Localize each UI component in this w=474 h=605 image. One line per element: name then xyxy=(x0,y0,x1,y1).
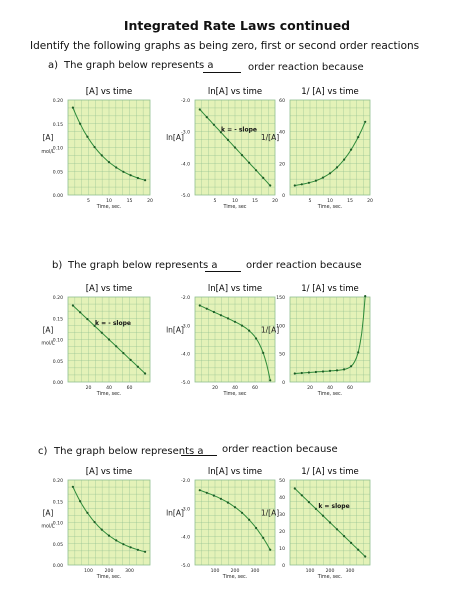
section-a-text: The graph below represents a xyxy=(64,60,214,71)
section-c-text: The graph below represents a xyxy=(54,446,204,457)
sec0-plot1-annotation: k = - slope xyxy=(221,126,257,134)
sec2-plot1-ytick: -2.0 xyxy=(181,479,190,484)
sec1-plot2-point xyxy=(294,372,296,374)
sec2-plot0-point xyxy=(130,546,132,548)
sec0-plot0-ytick: 0.15 xyxy=(52,122,63,128)
sec1-plot0-point xyxy=(130,359,132,361)
sec1-plot0-yunit: mol/L xyxy=(41,341,55,347)
sec0-plot1-xtick: 10 xyxy=(232,199,238,204)
sec1-plot0-point xyxy=(101,332,103,334)
sec1-plot2-point xyxy=(336,369,338,371)
sec0-plot2-xtick: 10 xyxy=(327,199,333,204)
sec1-plot2-ytick: 50 xyxy=(279,352,285,358)
sec2-plot0-ytick: 0.00 xyxy=(52,564,63,569)
sec2-plot0-ytick: 0.15 xyxy=(52,500,63,506)
sec0-plot1-point xyxy=(262,177,264,179)
sec0-plot1-point xyxy=(241,154,243,156)
sec1-plot2-point xyxy=(322,370,324,372)
sec2-plot2-ytick: 10 xyxy=(279,547,285,552)
sec0-plot0-point xyxy=(72,107,74,109)
sec1-plot1-point xyxy=(234,321,236,323)
sec2-plot1-point xyxy=(199,489,201,491)
sec1-plot0-ytick: 0.15 xyxy=(52,317,63,323)
sec0-plot1-ytick: -5.0 xyxy=(181,194,190,199)
section-c-suffix: order reaction because xyxy=(222,444,338,455)
sec1-plot2-point xyxy=(357,351,359,353)
sec0-plot0-ytick: 0.20 xyxy=(52,99,63,104)
sec0-plot2-xlabel: Time, sec. xyxy=(317,205,343,210)
sec0-plot2-point xyxy=(301,183,303,185)
sec2-plot0-xtick: 300 xyxy=(125,569,134,574)
sec0-plot2-point xyxy=(315,180,317,182)
sec2-plot1-ytick: -4.0 xyxy=(181,535,190,541)
sec0-plot0-yunit: mol/L xyxy=(41,150,55,156)
sec2-plot1-xlabel: Time, sec. xyxy=(222,575,248,580)
sec2-plot1-point xyxy=(206,492,208,494)
sec1-plot2-title: 1/ [A] vs time xyxy=(301,284,359,294)
sec1-plot2-point xyxy=(364,295,366,297)
sec1-plot1-point xyxy=(262,352,264,354)
sec1-plot1-point xyxy=(199,304,201,306)
sec2-plot0-point xyxy=(94,521,96,523)
sec0-plot2-title: 1/ [A] vs time xyxy=(301,87,359,97)
section-a-suffix: order reaction because xyxy=(248,62,364,73)
sec0-plot0-ytick: 0.00 xyxy=(52,194,63,199)
sec1-plot2-point xyxy=(308,371,310,373)
section-b-suffix: order reaction because xyxy=(246,260,362,271)
sec2-plot1-point xyxy=(262,537,264,539)
sec1-plot0-xtick: 60 xyxy=(126,386,133,391)
section-a-prefix: a) xyxy=(48,60,59,71)
sec1-plot1-point xyxy=(255,337,257,339)
sec1-plot2-point xyxy=(301,372,303,374)
sec1-plot2-xtick: 40 xyxy=(327,386,333,391)
sec1-plot1-xlabel: Time, sec xyxy=(223,392,247,397)
sec2-plot2-xlabel: Time, sec. xyxy=(317,575,343,580)
sec0-plot2-point xyxy=(350,149,352,151)
sec0-plot1-point xyxy=(227,139,229,141)
sec0-plot0-title: [A] vs time xyxy=(85,87,133,97)
sec2-plot1-title: ln[A] vs time xyxy=(207,467,263,477)
sec1-plot1-point xyxy=(213,311,215,313)
sec2-plot1-point xyxy=(227,502,229,504)
sec0-plot2-ytick: 0 xyxy=(282,194,285,199)
sec2-plot2-xtick: 200 xyxy=(325,569,335,574)
sec0-plot0-point xyxy=(122,171,124,173)
sec0-plot2-point xyxy=(357,136,359,138)
sec0-plot2-ytick: 20 xyxy=(279,162,285,168)
sec1-plot0-xlabel: Time, sec. xyxy=(96,392,122,397)
section-b-text: The graph below represents a xyxy=(68,260,218,271)
sec2-plot2-point xyxy=(350,542,352,544)
sec1-plot1-ytick: -5.0 xyxy=(181,381,190,386)
sec1-plot2-point xyxy=(329,370,331,372)
sec0-plot1-point xyxy=(213,124,215,126)
sec2-plot0-ytick: 0.20 xyxy=(52,479,63,484)
sec1-plot0-point xyxy=(122,352,124,354)
sec0-plot0-ytick: 0.05 xyxy=(52,170,63,176)
sec0-plot1-point xyxy=(199,108,201,110)
sec2-plot0-point xyxy=(108,535,110,537)
sec0-plot2-ylabel: 1/[A] xyxy=(260,132,280,142)
sec2-plot1-point xyxy=(248,519,250,521)
sec1-plot2-ytick: 100 xyxy=(276,324,285,330)
sec2-plot2-point xyxy=(322,515,324,517)
sec1-plot0-title: [A] vs time xyxy=(85,284,133,294)
sec0-plot2-point xyxy=(322,177,324,179)
sec1-plot1-point xyxy=(227,317,229,319)
sec0-plot0-xtick: 15 xyxy=(126,199,133,204)
sec2-plot2-ytick: 40 xyxy=(279,496,285,501)
sec1-plot0-ytick: 0.00 xyxy=(52,381,63,386)
sec2-plot0-xtick: 100 xyxy=(84,569,93,574)
sec2-plot2-ytick: 0 xyxy=(282,564,285,569)
sec1-plot1-ytick: -4.0 xyxy=(181,352,190,358)
sec2-plot2-xtick: 300 xyxy=(345,569,355,574)
sec0-plot0-point xyxy=(144,179,146,181)
sec1-plot0-point xyxy=(115,345,117,347)
sec2-plot2-point xyxy=(315,508,317,510)
sec2-plot2-annotation: k = slope xyxy=(318,503,350,511)
sec1-plot1-ylabel: ln[A] xyxy=(166,325,184,335)
sec0-plot0-xtick: 20 xyxy=(147,199,153,204)
sec1-plot0-point xyxy=(137,366,139,368)
sec0-plot0-xtick: 10 xyxy=(106,199,112,204)
sec1-plot2-xtick: 20 xyxy=(307,386,313,391)
sec1-plot1-title: ln[A] vs time xyxy=(207,284,263,294)
sec0-plot1-xtick: 15 xyxy=(252,199,258,204)
sec1-plot1-point xyxy=(220,314,222,316)
sec0-plot2-point xyxy=(294,184,296,186)
section-b-prefix: b) xyxy=(52,260,63,271)
sec1-plot0-point xyxy=(86,318,88,320)
sec1-plot0-point xyxy=(144,372,146,374)
sec0-plot0-point xyxy=(137,177,139,179)
sec0-plot1-point xyxy=(248,162,250,164)
sec0-plot2-ytick: 60 xyxy=(279,99,285,104)
sec0-plot0-point xyxy=(115,166,117,168)
sec2-plot1-point xyxy=(269,549,271,551)
sec0-plot1-xtick: 20 xyxy=(272,199,278,204)
sec2-plot2-point xyxy=(329,521,331,523)
sec0-plot0-point xyxy=(94,146,96,148)
sec2-plot0-point xyxy=(101,529,103,531)
sec2-plot1-point xyxy=(213,495,215,497)
sec0-plot2-xtick: 5 xyxy=(308,199,312,204)
sec0-plot1-ytick: -3.0 xyxy=(181,130,190,136)
sec1-plot2-point xyxy=(343,368,345,370)
sec2-plot1-ytick: -5.0 xyxy=(181,564,190,569)
sec0-plot0-point xyxy=(79,123,81,125)
sec2-plot2-ytick: 30 xyxy=(279,513,285,518)
sec2-plot0-point xyxy=(137,549,139,551)
sec0-plot1-title: ln[A] vs time xyxy=(207,87,263,97)
sec0-plot0-xlabel: Time, sec. xyxy=(96,205,122,210)
sec1-plot1-ytick: -3.0 xyxy=(181,324,190,330)
sec1-plot2-xlabel: Time, sec. xyxy=(317,392,343,397)
sec0-plot2-point xyxy=(364,121,366,123)
sec0-plot1-xlabel: Time, sec xyxy=(223,205,247,210)
sec1-plot1-ytick: -2.0 xyxy=(181,296,190,301)
sec2-plot0-point xyxy=(79,500,81,502)
sec1-plot0-ylabel: [A] xyxy=(42,325,54,335)
sec2-plot0-xtick: 200 xyxy=(104,569,114,574)
sec2-plot0-ytick: 0.05 xyxy=(52,542,63,548)
sec2-plot2-title: 1/ [A] vs time xyxy=(301,467,359,477)
sec1-plot1-point xyxy=(241,325,243,327)
sec0-plot2-ytick: 40 xyxy=(279,130,285,136)
sec2-plot0-point xyxy=(115,539,117,541)
sec2-plot1-point xyxy=(255,527,257,529)
sec1-plot2-point xyxy=(315,371,317,373)
sec0-plot1-ylabel: ln[A] xyxy=(166,132,184,142)
sec1-plot1-xtick: 60 xyxy=(252,386,258,391)
sec2-plot2-point xyxy=(301,494,303,496)
sec2-plot0-title: [A] vs time xyxy=(85,467,133,477)
sec0-plot1-ytick: -2.0 xyxy=(181,99,190,104)
section-c-prefix: c) xyxy=(38,446,48,457)
sec2-plot0-yunit: mol/L xyxy=(41,524,55,530)
sec2-plot2-point xyxy=(343,535,345,537)
sec2-plot0-xlabel: Time, sec. xyxy=(96,575,122,580)
sec0-plot0-point xyxy=(101,154,103,156)
sec1-plot1-point xyxy=(248,330,250,332)
sec2-plot2-ytick: 50 xyxy=(279,479,285,484)
sec0-plot1-point xyxy=(255,169,257,171)
sec2-plot2-ylabel: 1/[A] xyxy=(260,508,280,518)
sec2-plot1-ylabel: ln[A] xyxy=(166,508,184,518)
sec0-plot1-point xyxy=(234,146,236,148)
sec1-plot0-ytick: 0.10 xyxy=(52,338,63,344)
sec2-plot2-ytick: 20 xyxy=(279,530,285,535)
sec0-plot0-xtick: 5 xyxy=(87,199,90,204)
sec1-plot0-annotation: k = - slope xyxy=(95,320,131,328)
sec2-plot2-point xyxy=(308,501,310,503)
sec0-plot1-xtick: 5 xyxy=(213,199,217,204)
sec2-plot0-point xyxy=(144,551,146,553)
sec2-plot0-point xyxy=(122,543,124,545)
sec1-plot1-xtick: 20 xyxy=(212,386,218,391)
sec2-plot1-xtick: 100 xyxy=(210,569,220,574)
sec2-plot0-ytick: 0.10 xyxy=(52,521,63,527)
sec2-plot2-point xyxy=(364,555,366,557)
sec1-plot2-ytick: 150 xyxy=(276,296,285,301)
sec2-plot0-point xyxy=(86,512,88,514)
sec0-plot0-ylabel: [A] xyxy=(42,132,54,142)
sec2-plot0-point xyxy=(72,486,74,488)
sec1-plot2-ytick: 0 xyxy=(282,381,285,386)
sec0-plot1-point xyxy=(206,116,208,118)
sec1-plot0-point xyxy=(108,338,110,340)
sec0-plot1-point xyxy=(269,184,271,186)
page-title: Integrated Rate Laws continued xyxy=(123,18,351,33)
sec1-plot2-point xyxy=(350,365,352,367)
sec0-plot2-point xyxy=(336,166,338,168)
sec0-plot2-point xyxy=(329,172,331,174)
sec0-plot2-xtick: 20 xyxy=(367,199,373,204)
sec2-plot2-point xyxy=(294,487,296,489)
sec2-plot2-point xyxy=(357,549,359,551)
sec1-plot0-point xyxy=(72,304,74,306)
sec1-plot1-xtick: 40 xyxy=(232,386,238,391)
sec1-plot0-ytick: 0.05 xyxy=(52,359,63,365)
sec2-plot0-ylabel: [A] xyxy=(42,508,54,518)
sec0-plot0-point xyxy=(86,136,88,138)
sec0-plot0-ytick: 0.10 xyxy=(52,146,63,152)
sec0-plot0-point xyxy=(108,161,110,163)
sec0-plot0-point xyxy=(130,174,132,176)
sec1-plot2-ylabel: 1/[A] xyxy=(260,325,280,335)
sec2-plot1-xtick: 200 xyxy=(230,569,240,574)
sec1-plot1-point xyxy=(206,308,208,310)
sec1-plot2-xtick: 60 xyxy=(347,386,353,391)
sec2-plot1-point xyxy=(220,498,222,500)
sec0-plot2-point xyxy=(343,159,345,161)
sec1-plot0-xtick: 40 xyxy=(106,386,112,391)
sec0-plot1-ytick: -4.0 xyxy=(181,162,190,168)
sec1-plot0-point xyxy=(79,311,81,313)
sec2-plot2-point xyxy=(336,528,338,530)
sec1-plot1-point xyxy=(269,379,271,381)
sec0-plot2-point xyxy=(308,182,310,184)
sec0-plot2-xtick: 15 xyxy=(347,199,353,204)
sec2-plot1-point xyxy=(234,506,236,508)
sec2-plot1-point xyxy=(241,512,243,514)
sec2-plot1-ytick: -3.0 xyxy=(181,507,190,513)
instructions: Identify the following graphs as being zero, first or second order reactions xyxy=(30,40,420,52)
sec2-plot2-xtick: 100 xyxy=(305,569,315,574)
sec2-plot1-xtick: 300 xyxy=(250,569,260,574)
sec1-plot0-xtick: 20 xyxy=(85,386,92,391)
sec1-plot0-ytick: 0.20 xyxy=(52,296,63,301)
